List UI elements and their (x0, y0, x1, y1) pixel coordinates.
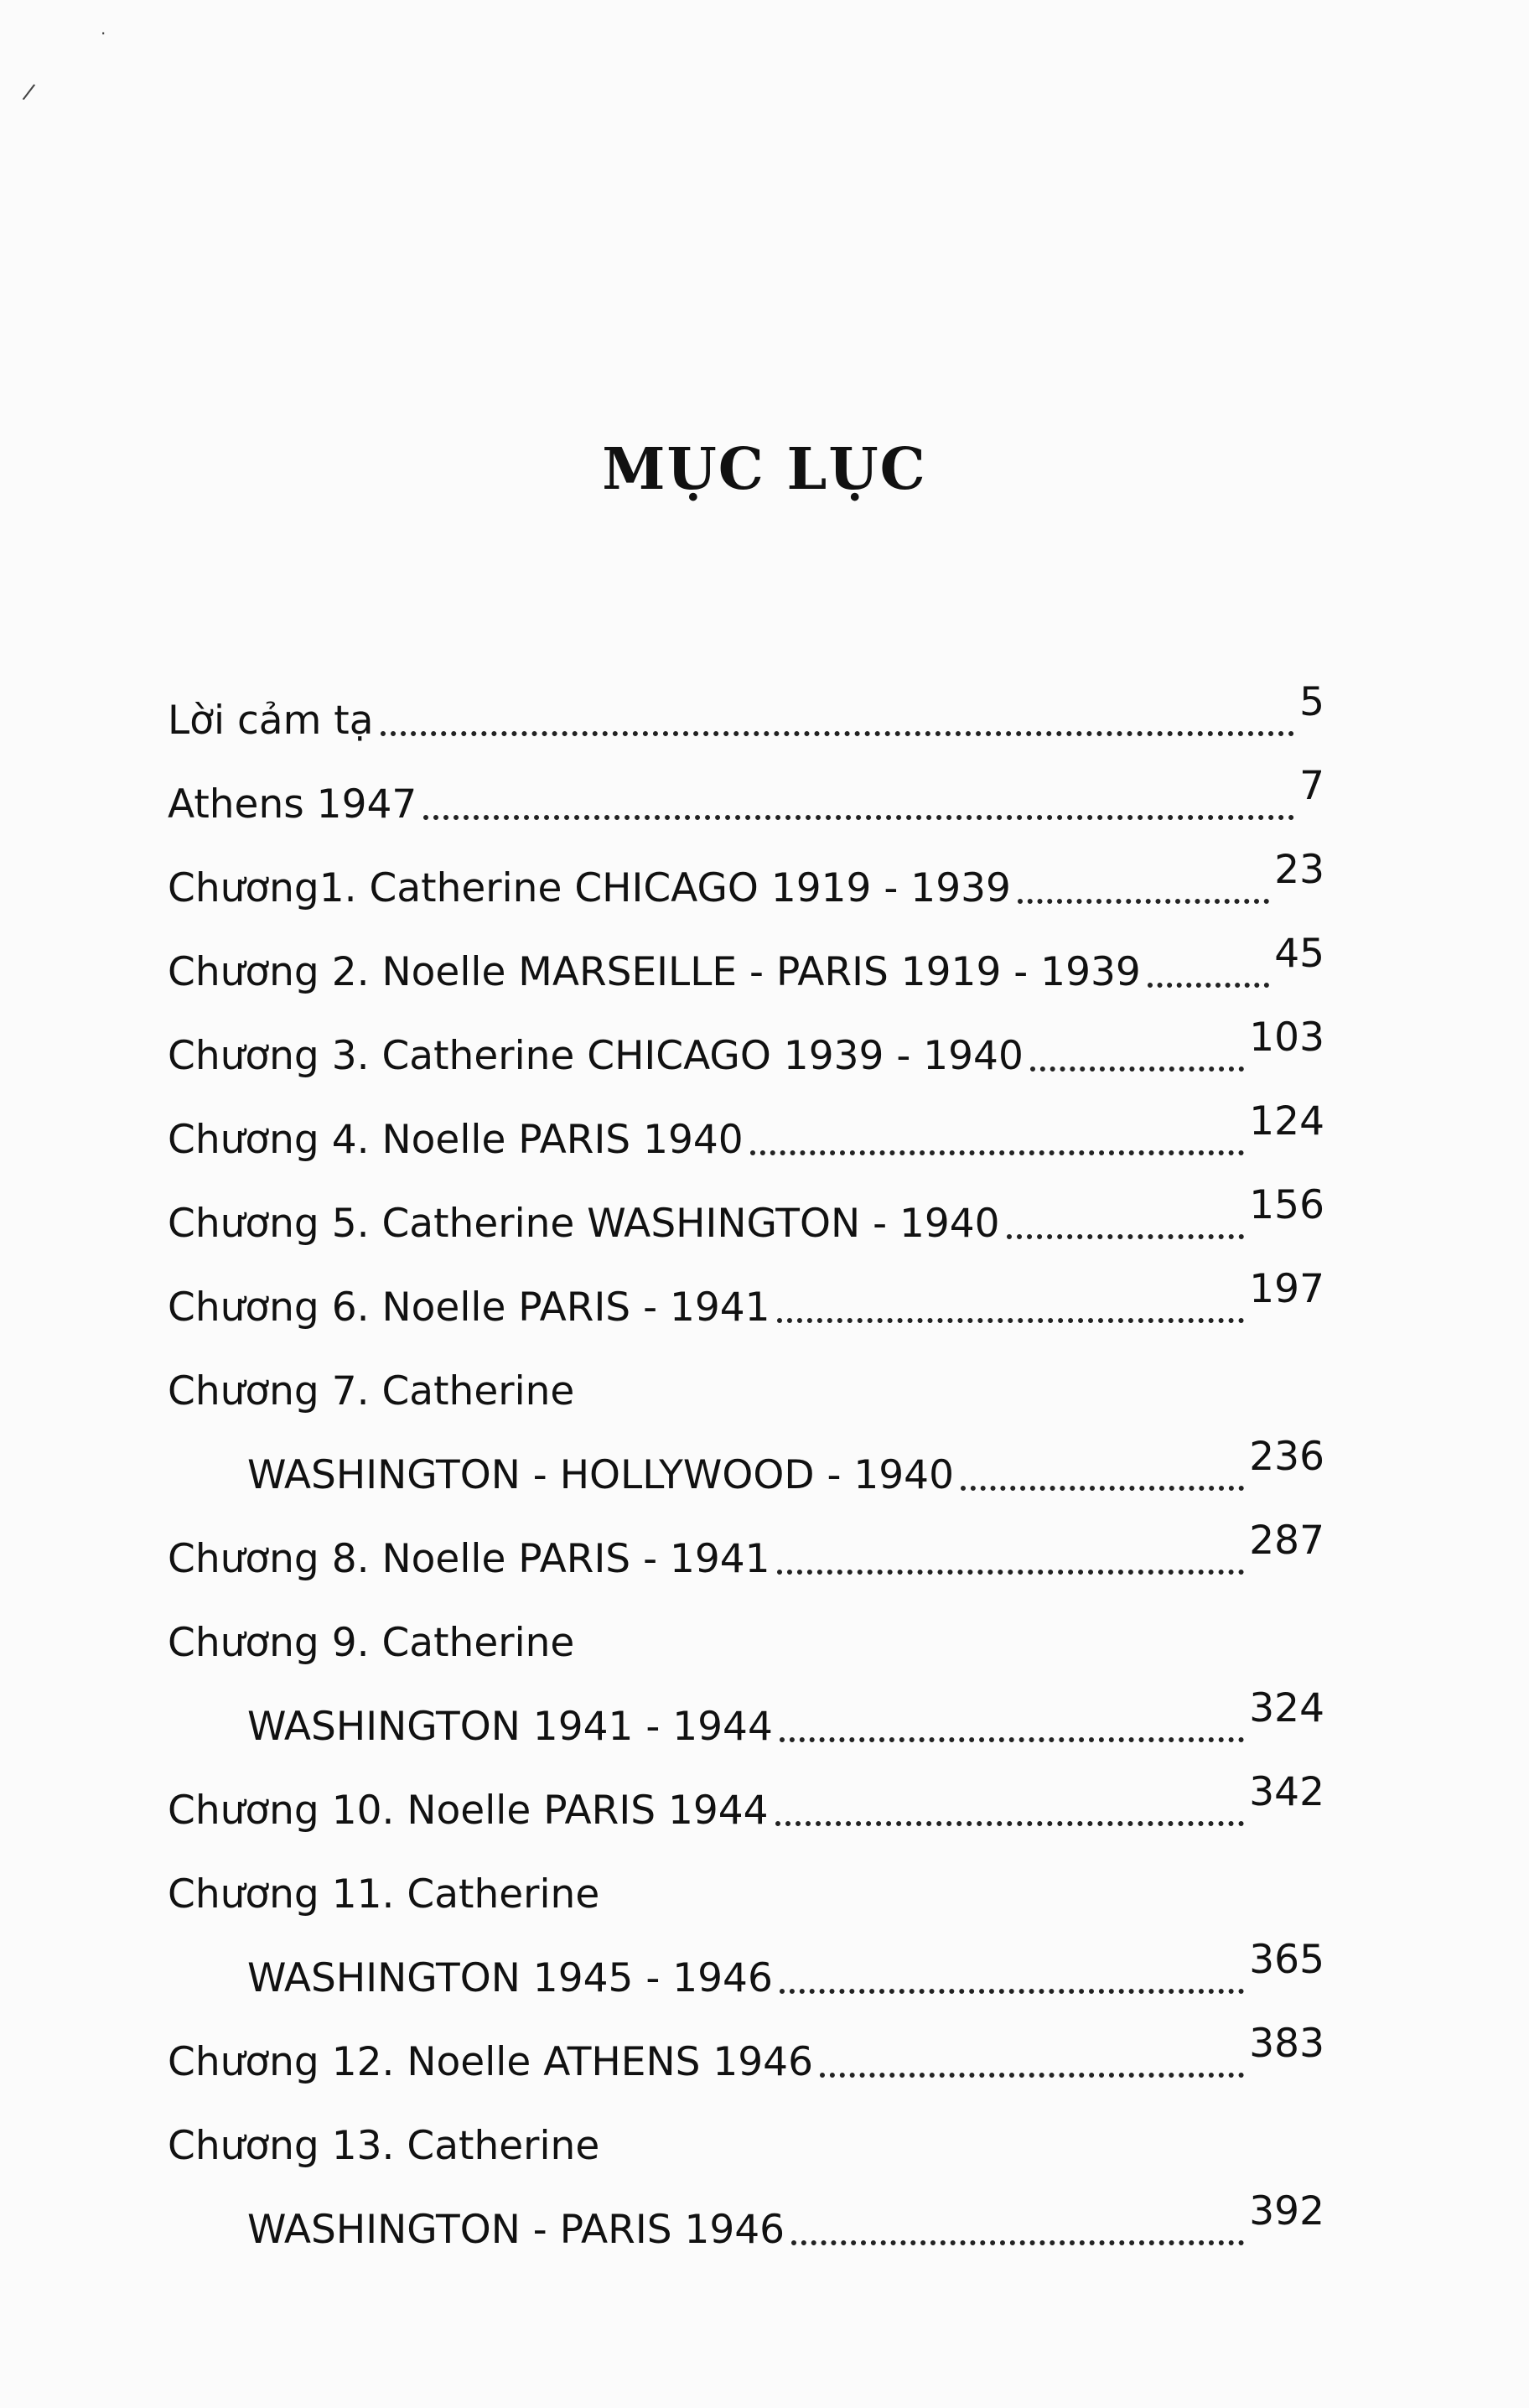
toc-entry-label: WASHINGTON - PARIS 1946 (247, 2207, 785, 2253)
toc-entry-chapter-4 (168, 1098, 1324, 1165)
toc-entry-label: Chương 7. Catherine (168, 1368, 575, 1414)
page-title: MỤC LỤC (602, 436, 927, 503)
dot-leader (750, 1150, 1245, 1155)
toc-entry-chapter-1 (168, 847, 1324, 914)
toc-entry-chapter-11 (247, 1937, 1324, 2004)
toc-page-number: 287 (1249, 1518, 1324, 1564)
toc-entry-chapter-7 (247, 1434, 1324, 1501)
toc-entry-chapter-11-heading (168, 1861, 1324, 1920)
dot-leader (381, 731, 1295, 736)
toc-entry-label: WASHINGTON - HOLLYWOOD - 1940 (247, 1452, 954, 1498)
toc-entry-label: WASHINGTON 1945 - 1946 (247, 1955, 773, 2001)
dot-leader (1018, 899, 1269, 904)
toc-entry-loi-cam-ta (168, 679, 1324, 746)
toc-entry-label: Chương 2. Noelle MARSEILLE - PARIS 1919 - 1939 (168, 949, 1141, 995)
dot-leader (777, 1318, 1245, 1323)
toc-entry-label: Chương 4. Noelle PARIS 1940 (168, 1117, 744, 1163)
scan-scratch: / (21, 79, 37, 106)
toc-page-number: 383 (1249, 2021, 1324, 2067)
dot-leader (423, 815, 1294, 820)
toc-entry-chapter-9-heading (168, 1610, 1324, 1668)
toc-entry-chapter-12 (168, 2021, 1324, 2088)
toc-page-number: 7 (1299, 763, 1324, 809)
toc-page-number: 103 (1249, 1015, 1324, 1061)
toc-entry-chapter-3 (168, 1015, 1324, 1082)
toc-page-number: 324 (1249, 1685, 1324, 1731)
toc-entry-label: Chương 3. Catherine CHICAGO 1939 - 1940 (168, 1033, 1024, 1079)
toc-entry-label: Athens 1947 (168, 781, 417, 828)
toc-entry-chapter-13 (247, 2188, 1324, 2255)
toc-entry-athens-1947 (168, 763, 1324, 830)
toc-entry-chapter-8 (168, 1518, 1324, 1585)
toc-entry-label: Lời cảm tạ (168, 698, 374, 744)
toc-page-number: 5 (1299, 679, 1324, 725)
toc-page-number: 365 (1249, 1937, 1324, 1983)
toc-page-number: 236 (1249, 1434, 1324, 1480)
toc-page-number: 197 (1249, 1266, 1324, 1312)
toc-entry-label: WASHINGTON 1941 - 1944 (247, 1704, 773, 1750)
dot-leader (777, 1570, 1245, 1575)
toc-entry-chapter-6 (168, 1266, 1324, 1333)
dot-leader (1007, 1234, 1245, 1239)
toc-page-number: 23 (1274, 847, 1324, 893)
toc-page-number: 392 (1249, 2188, 1324, 2234)
toc-entry-chapter-7-heading (168, 1358, 1324, 1417)
toc-entry-label: Chương 6. Noelle PARIS - 1941 (168, 1284, 770, 1331)
toc-entry-label: Chương 5. Catherine WASHINGTON - 1940 (168, 1201, 1000, 1247)
toc-entry-label: Chương 8. Noelle PARIS - 1941 (168, 1536, 770, 1582)
toc-entry-chapter-9 (247, 1685, 1324, 1752)
toc-page-number: 342 (1249, 1769, 1324, 1815)
toc-page-number: 45 (1274, 931, 1324, 977)
toc-entry-label: Chương1. Catherine CHICAGO 1919 - 1939 (168, 865, 1011, 911)
toc-entry-label: Chương 13. Catherine (168, 2123, 600, 2169)
dot-leader (1148, 983, 1269, 988)
toc-entry-chapter-13-heading (168, 2113, 1324, 2172)
dot-leader (820, 2073, 1244, 2078)
toc-entry-chapter-2 (168, 931, 1324, 998)
dot-leader (1030, 1066, 1244, 1072)
toc-entry-chapter-5 (168, 1182, 1324, 1249)
toc-entry-label: Chương 9. Catherine (168, 1620, 575, 1666)
toc-entry-label: Chương 10. Noelle PARIS 1944 (168, 1788, 769, 1834)
dot-leader (961, 1486, 1244, 1491)
toc-entry-label: Chương 11. Catherine (168, 1871, 600, 1918)
toc-page-number: 124 (1249, 1098, 1324, 1144)
dot-leader (791, 2240, 1244, 2245)
toc-entry-label: Chương 12. Noelle ATHENS 1946 (168, 2039, 813, 2085)
dot-leader (775, 1821, 1245, 1826)
dot-leader (780, 1737, 1244, 1742)
scan-speck: · (101, 23, 106, 44)
toc-entry-chapter-10 (168, 1769, 1324, 1836)
dot-leader (780, 1989, 1244, 1994)
toc-page-number: 156 (1249, 1182, 1324, 1228)
